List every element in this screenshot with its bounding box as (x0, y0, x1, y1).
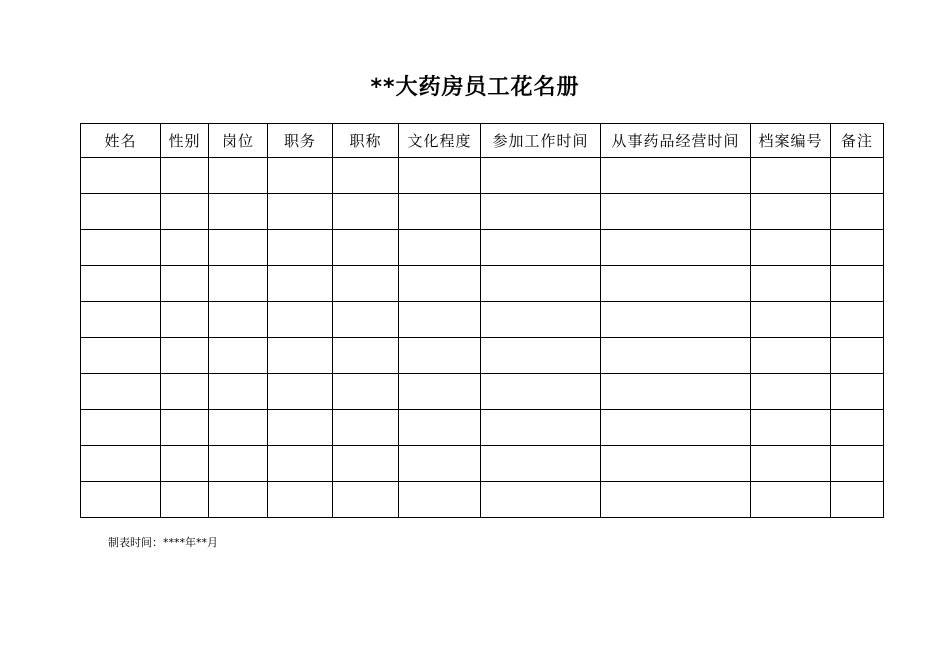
cell-work-start[interactable] (481, 194, 601, 230)
table-row (81, 302, 884, 338)
cell-remarks[interactable] (831, 410, 884, 446)
cell-remarks[interactable] (831, 482, 884, 518)
cell-title[interactable] (333, 338, 399, 374)
cell-name[interactable] (81, 338, 161, 374)
cell-file-number[interactable] (751, 410, 831, 446)
cell-file-number[interactable] (751, 266, 831, 302)
cell-post[interactable] (209, 338, 268, 374)
cell-position[interactable] (268, 266, 333, 302)
cell-pharma-experience[interactable] (601, 302, 751, 338)
cell-work-start[interactable] (481, 266, 601, 302)
cell-pharma-experience[interactable] (601, 338, 751, 374)
cell-file-number[interactable] (751, 158, 831, 194)
cell-gender[interactable] (161, 410, 209, 446)
cell-position[interactable] (268, 410, 333, 446)
cell-title[interactable] (333, 158, 399, 194)
cell-pharma-experience[interactable] (601, 194, 751, 230)
cell-work-start[interactable] (481, 302, 601, 338)
cell-work-start[interactable] (481, 410, 601, 446)
cell-title[interactable] (333, 266, 399, 302)
cell-remarks[interactable] (831, 446, 884, 482)
header-cell-file-number: 档案编号 (751, 124, 831, 158)
cell-name[interactable] (81, 302, 161, 338)
cell-name[interactable] (81, 230, 161, 266)
table-row (81, 338, 884, 374)
cell-title[interactable] (333, 302, 399, 338)
cell-post[interactable] (209, 410, 268, 446)
table-row (81, 374, 884, 410)
table-row (81, 266, 884, 302)
cell-pharma-experience[interactable] (601, 266, 751, 302)
cell-education[interactable] (399, 374, 481, 410)
cell-position[interactable] (268, 158, 333, 194)
cell-education[interactable] (399, 338, 481, 374)
cell-name[interactable] (81, 266, 161, 302)
cell-gender[interactable] (161, 374, 209, 410)
cell-position[interactable] (268, 482, 333, 518)
cell-gender[interactable] (161, 194, 209, 230)
cell-title[interactable] (333, 194, 399, 230)
cell-gender[interactable] (161, 158, 209, 194)
cell-file-number[interactable] (751, 194, 831, 230)
cell-post[interactable] (209, 230, 268, 266)
cell-work-start[interactable] (481, 446, 601, 482)
cell-file-number[interactable] (751, 482, 831, 518)
cell-remarks[interactable] (831, 302, 884, 338)
table-row (81, 482, 884, 518)
cell-name[interactable] (81, 374, 161, 410)
cell-pharma-experience[interactable] (601, 482, 751, 518)
cell-pharma-experience[interactable] (601, 446, 751, 482)
cell-gender[interactable] (161, 302, 209, 338)
cell-education[interactable] (399, 302, 481, 338)
cell-title[interactable] (333, 230, 399, 266)
cell-remarks[interactable] (831, 194, 884, 230)
header-cell-post: 岗位 (209, 124, 268, 158)
cell-position[interactable] (268, 338, 333, 374)
cell-position[interactable] (268, 194, 333, 230)
cell-pharma-experience[interactable] (601, 374, 751, 410)
cell-pharma-experience[interactable] (601, 410, 751, 446)
cell-education[interactable] (399, 410, 481, 446)
cell-title[interactable] (333, 482, 399, 518)
cell-position[interactable] (268, 230, 333, 266)
cell-position[interactable] (268, 302, 333, 338)
cell-remarks[interactable] (831, 338, 884, 374)
cell-work-start[interactable] (481, 374, 601, 410)
table-body (81, 158, 884, 518)
prepared-date-note: 制表时间：****年**月 (108, 536, 218, 549)
cell-education[interactable] (399, 266, 481, 302)
cell-gender[interactable] (161, 482, 209, 518)
cell-pharma-experience[interactable] (601, 158, 751, 194)
cell-education[interactable] (399, 446, 481, 482)
cell-education[interactable] (399, 482, 481, 518)
cell-file-number[interactable] (751, 338, 831, 374)
cell-education[interactable] (399, 230, 481, 266)
cell-file-number[interactable] (751, 446, 831, 482)
header-cell-work-start: 参加工作时间 (481, 124, 601, 158)
cell-gender[interactable] (161, 338, 209, 374)
cell-education[interactable] (399, 158, 481, 194)
cell-gender[interactable] (161, 446, 209, 482)
cell-name[interactable] (81, 410, 161, 446)
cell-work-start[interactable] (481, 482, 601, 518)
table-row (81, 194, 884, 230)
cell-post[interactable] (209, 266, 268, 302)
cell-gender[interactable] (161, 266, 209, 302)
cell-title[interactable] (333, 374, 399, 410)
cell-post[interactable] (209, 482, 268, 518)
cell-name[interactable] (81, 194, 161, 230)
cell-remarks[interactable] (831, 158, 884, 194)
cell-pharma-experience[interactable] (601, 230, 751, 266)
cell-post[interactable] (209, 374, 268, 410)
cell-gender[interactable] (161, 230, 209, 266)
table-row (81, 230, 884, 266)
cell-file-number[interactable] (751, 302, 831, 338)
cell-file-number[interactable] (751, 374, 831, 410)
cell-name[interactable] (81, 482, 161, 518)
header-cell-pharma-experience: 从事药品经营时间 (601, 124, 751, 158)
cell-title[interactable] (333, 410, 399, 446)
cell-work-start[interactable] (481, 158, 601, 194)
header-cell-gender: 性别 (161, 124, 209, 158)
cell-work-start[interactable] (481, 338, 601, 374)
cell-post[interactable] (209, 194, 268, 230)
cell-post[interactable] (209, 446, 268, 482)
cell-post[interactable] (209, 302, 268, 338)
header-cell-name: 姓名 (81, 124, 161, 158)
cell-work-start[interactable] (481, 230, 601, 266)
header-cell-position: 职务 (268, 124, 333, 158)
cell-education[interactable] (399, 194, 481, 230)
employee-roster-table (80, 123, 884, 518)
cell-position[interactable] (268, 374, 333, 410)
cell-title[interactable] (333, 446, 399, 482)
table-header-row (81, 124, 884, 158)
cell-remarks[interactable] (831, 374, 884, 410)
cell-position[interactable] (268, 446, 333, 482)
cell-remarks[interactable] (831, 230, 884, 266)
cell-remarks[interactable] (831, 266, 884, 302)
table-row (81, 410, 884, 446)
table-row (81, 158, 884, 194)
header-cell-remarks: 备注 (831, 124, 884, 158)
cell-name[interactable] (81, 446, 161, 482)
table-row (81, 446, 884, 482)
cell-post[interactable] (209, 158, 268, 194)
cell-file-number[interactable] (751, 230, 831, 266)
header-cell-title: 职称 (333, 124, 399, 158)
header-cell-education: 文化程度 (399, 124, 481, 158)
cell-name[interactable] (81, 158, 161, 194)
page-title: **大药房员工花名册 (370, 75, 580, 100)
